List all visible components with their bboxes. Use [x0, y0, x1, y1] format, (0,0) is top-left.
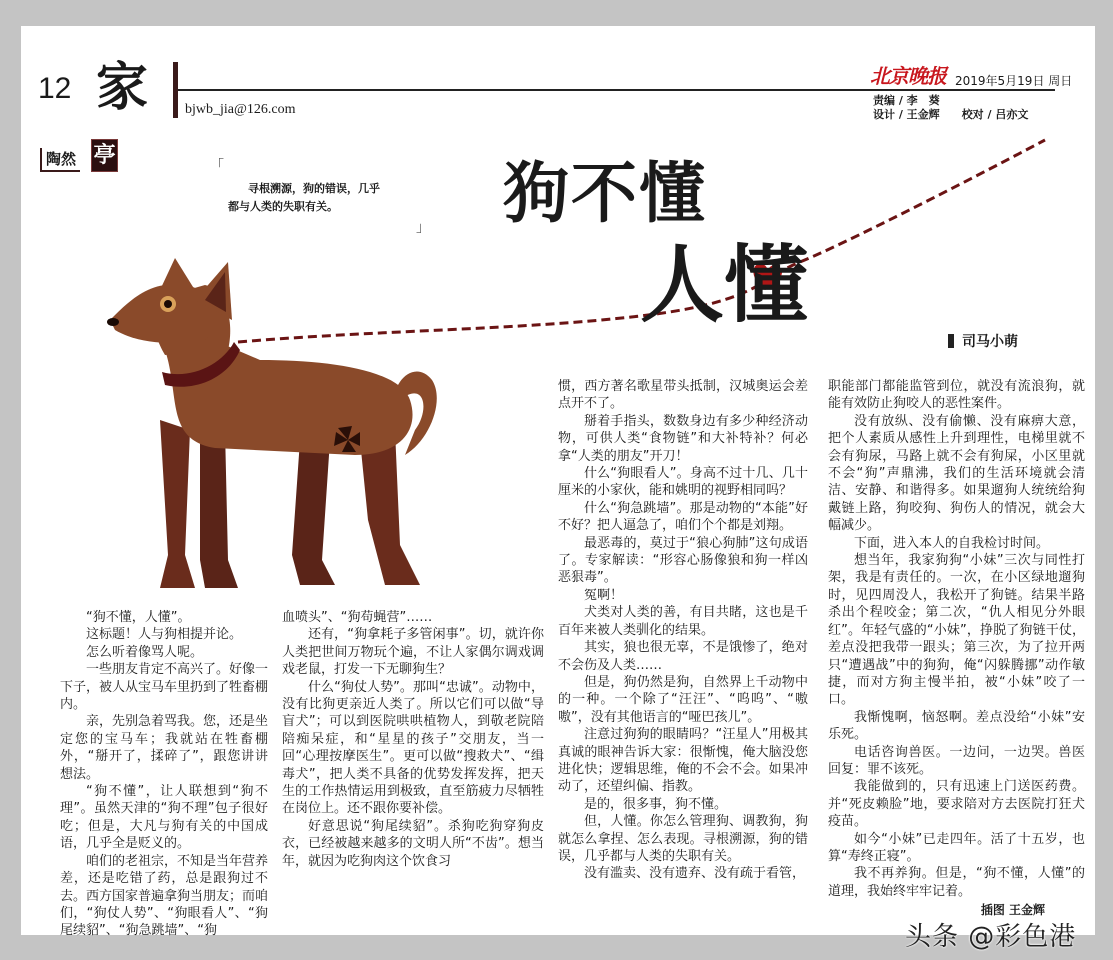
author-name: 司马小萌 [962, 334, 1018, 350]
article-paragraph: 注意过狗狗的眼睛吗？“汪星人”用极其真诚的眼神告诉大家：很惭愧，俺大脑没您进化快；逻辑思维，俺的不会不会。如果冲动了，还望纠偏、指教。 [558, 727, 808, 795]
section-title: 家 [96, 58, 149, 118]
article-paragraph: 下面，进入本人的自我检讨时间。 [854, 535, 1050, 551]
headline-sub: 人懂 [640, 235, 809, 334]
column-tag-badge: 亭 [91, 139, 118, 172]
article-paragraph: 但，人懂。你怎么管理狗、调教狗，狗就怎么拿捏、怎么表现。寻根溯源，狗的错误，几乎都与人类的失职有关。 [558, 814, 808, 864]
paper-logo: 北京晚报 [870, 64, 946, 88]
pull-quote-line: 都与人类的失职有关。 [228, 200, 338, 213]
article-paragraph: 什么“狗眼看人”。身高不过十几、几十厘米的小家伙，能和姚明的视野相同吗？ [558, 466, 808, 499]
article-paragraph: 惯，西方著名歌星带头抵制，汉城奥运会差点开不了。 [558, 379, 808, 412]
article-paragraph: 咱们的老祖宗，不知是当年营养差，还是吃错了药，总是跟狗过不去。西方国家普遍拿狗当朋友；而咱们，“狗仗人势”、“狗眼看人”、“狗尾续貂”、“狗急跳墙”、“狗 [60, 853, 269, 939]
byline-bar [948, 334, 954, 348]
article-paragraph: 电话咨询兽医。一边问，一边哭。兽医回复：罪不该死。 [828, 744, 1085, 777]
issue-date: 2019年5月19日 周日 [955, 74, 1073, 88]
proofreader-credit: 校对 / 吕亦文 [961, 108, 1029, 121]
article-paragraph: 是的，很多事，狗不懂。 [584, 796, 728, 812]
headline-main: 狗不懂 [503, 155, 707, 232]
article-paragraph: 什么“狗急跳墙”。那是动物的“本能”好不好？把人逼急了，咱们个个都是刘翔。 [558, 500, 808, 534]
article-paragraph: 这标题！人与狗相提并论。 [86, 627, 243, 643]
article-paragraph: 好意思说“狗尾续貂”。杀狗吃狗穿狗皮衣，已经被越来越多的文明人所“不齿”。想当年，就因为吃狗肉这个饮食习 [282, 818, 544, 869]
article-column-3 [558, 378, 808, 883]
article-paragraph: 想当年，我家狗狗“小妹”三次与同性打架，我是有责任的。一次，在小区绿地遛狗时，见四周没人，我松开了狗链。结果半路杀出个程咬金；第二次，“仇人相见分外眼红”。年轻气盛的“小妹”，挣脱了狗链干仗，差点没把我带一跟头；第三次，为了拉开两只“遭遇战”中的狗狗，俺“闪躲腾挪”动作敏捷，而对方狗主慢半拍，被“小妹”咬了一口。 [828, 553, 1085, 708]
article-paragraph: 亲，先别急着骂我。您，还是坐定您的宝马车；我就站在牲畜棚外，“掰开了，揉碎了”，跟您讲讲想法。 [60, 714, 269, 782]
article-paragraph: 我不再养狗。但是，“狗不懂，人懂”的道理，我始终牢牢记着。 [828, 866, 1085, 899]
article-paragraph: 我能做到的，只有迅速上门送医药费。并“死皮赖脸”地，要求陪对方去医院打狂犬疫苗。 [828, 779, 1085, 830]
article-paragraph: 最恶毒的，莫过于“狼心狗肺”这句成语了。专家解读：“形容心肠像狼和狗一样凶恶狠毒”。 [558, 535, 808, 586]
article-paragraph: 什么“狗仗人势”。那叫“忠诚”。动物中，没有比狗更亲近人类了。所以它们可以做“导盲犬”；可以到医院哄哄植物人，到敬老院陪陪痴呆症，和“星星的孩子”交朋友，当一回“心理按摩医生”。更可以做“搜救犬”、“缉毒犬”，把人类不具备的优势发挥发挥，把天生的工作热情运用到极致，直至筋疲力尽牺牲在岗位上。还不跟你要补偿。 [282, 679, 544, 817]
quote-open-bracket: 「 [210, 158, 224, 174]
illustration-credit: 插图 王金辉 [980, 903, 1045, 918]
quote-close-bracket: 」 [416, 220, 430, 236]
article-paragraph: 掰着手指头，数数身边有多少种经济动物，可供人类“食物链”和大补特补？何必拿“人类的朋友”开刀！ [558, 413, 808, 464]
article-column-1 [60, 609, 268, 940]
section-email: bjwb_jia@126.com [185, 102, 296, 117]
column-tag: 陶然 [40, 148, 80, 172]
article-paragraph: 我惭愧啊，恼怒啊。差点没给“小妹”安乐死。 [828, 709, 1085, 743]
article-column-2 [282, 609, 544, 870]
article-paragraph: 怎么听着像骂人呢。 [86, 644, 204, 660]
article-column-4 [828, 378, 1085, 918]
article-paragraph: 职能部门都能监管到位，就没有流浪狗，就能有效防止狗咬人的恶性案件。 [828, 379, 1085, 412]
article-paragraph: 血喷头”、“狗苟蝇营”…… [282, 610, 433, 625]
article-paragraph: “狗不懂，人懂”。 [86, 610, 191, 625]
article-paragraph: 其实，狼也很无辜，不是饿惨了，绝对不会伤及人类…… [558, 640, 808, 673]
article-paragraph: 但是，狗仍然是狗，自然界上千动物中的一种。一个除了“汪汪”、“呜呜”、“嗷嗷”，没有其他语言的“哑巴孩儿”。 [558, 674, 808, 725]
watermark: 头条 @彩色港 [905, 922, 1077, 952]
article-paragraph: 一些朋友肯定不高兴了。好像一下子，被人从宝马车里扔到了牲畜棚内。 [60, 662, 269, 713]
author-byline [948, 334, 1018, 350]
page-number: 12 [38, 72, 72, 105]
editor-credit: 责编 / 李 葵 [873, 94, 940, 107]
article-paragraph: 没有放纵、没有偷懒、没有麻痹大意，把个人素质从感性上升到理性，电梯里就不会有狗尿，马路上就不会有狗屎，小区里就不会“狗”声鼎沸，我们的生活环境就会清洁、安静、和谐得多。如果遛狗人统统给狗戴链上路，狗咬狗、狗伤人的情况，就会大幅减少。 [828, 413, 1085, 534]
article-paragraph: 犬类对人类的善，有目共睹，这也是千百年来被人类驯化的结果。 [558, 605, 808, 638]
pull-quote-line: 寻根溯源，狗的错误，几乎 [248, 182, 380, 195]
article-paragraph: 如今“小妹”已走四年。活了十五岁，也算“寿终正寝”。 [828, 831, 1085, 864]
article-paragraph: 还有，“狗拿耗子多管闲事”。切，就许你人类把世间万物玩个遍，不让人家偶尔调戏调戏老鼠，打发一下无聊狗生？ [282, 627, 544, 678]
designer-credit: 设计 / 王金辉 [873, 108, 940, 121]
article-paragraph: 冤啊！ [584, 587, 624, 603]
article-paragraph: 没有滥卖、没有遗弃、没有疏于看管， [584, 866, 806, 882]
dog-figure [107, 258, 437, 588]
article-paragraph: “狗不懂”，让人联想到“狗不理”。虽然天津的“狗不理”包子很好吃；但是，大凡与狗有关的中国成语，几乎全是贬义的。 [60, 784, 268, 852]
